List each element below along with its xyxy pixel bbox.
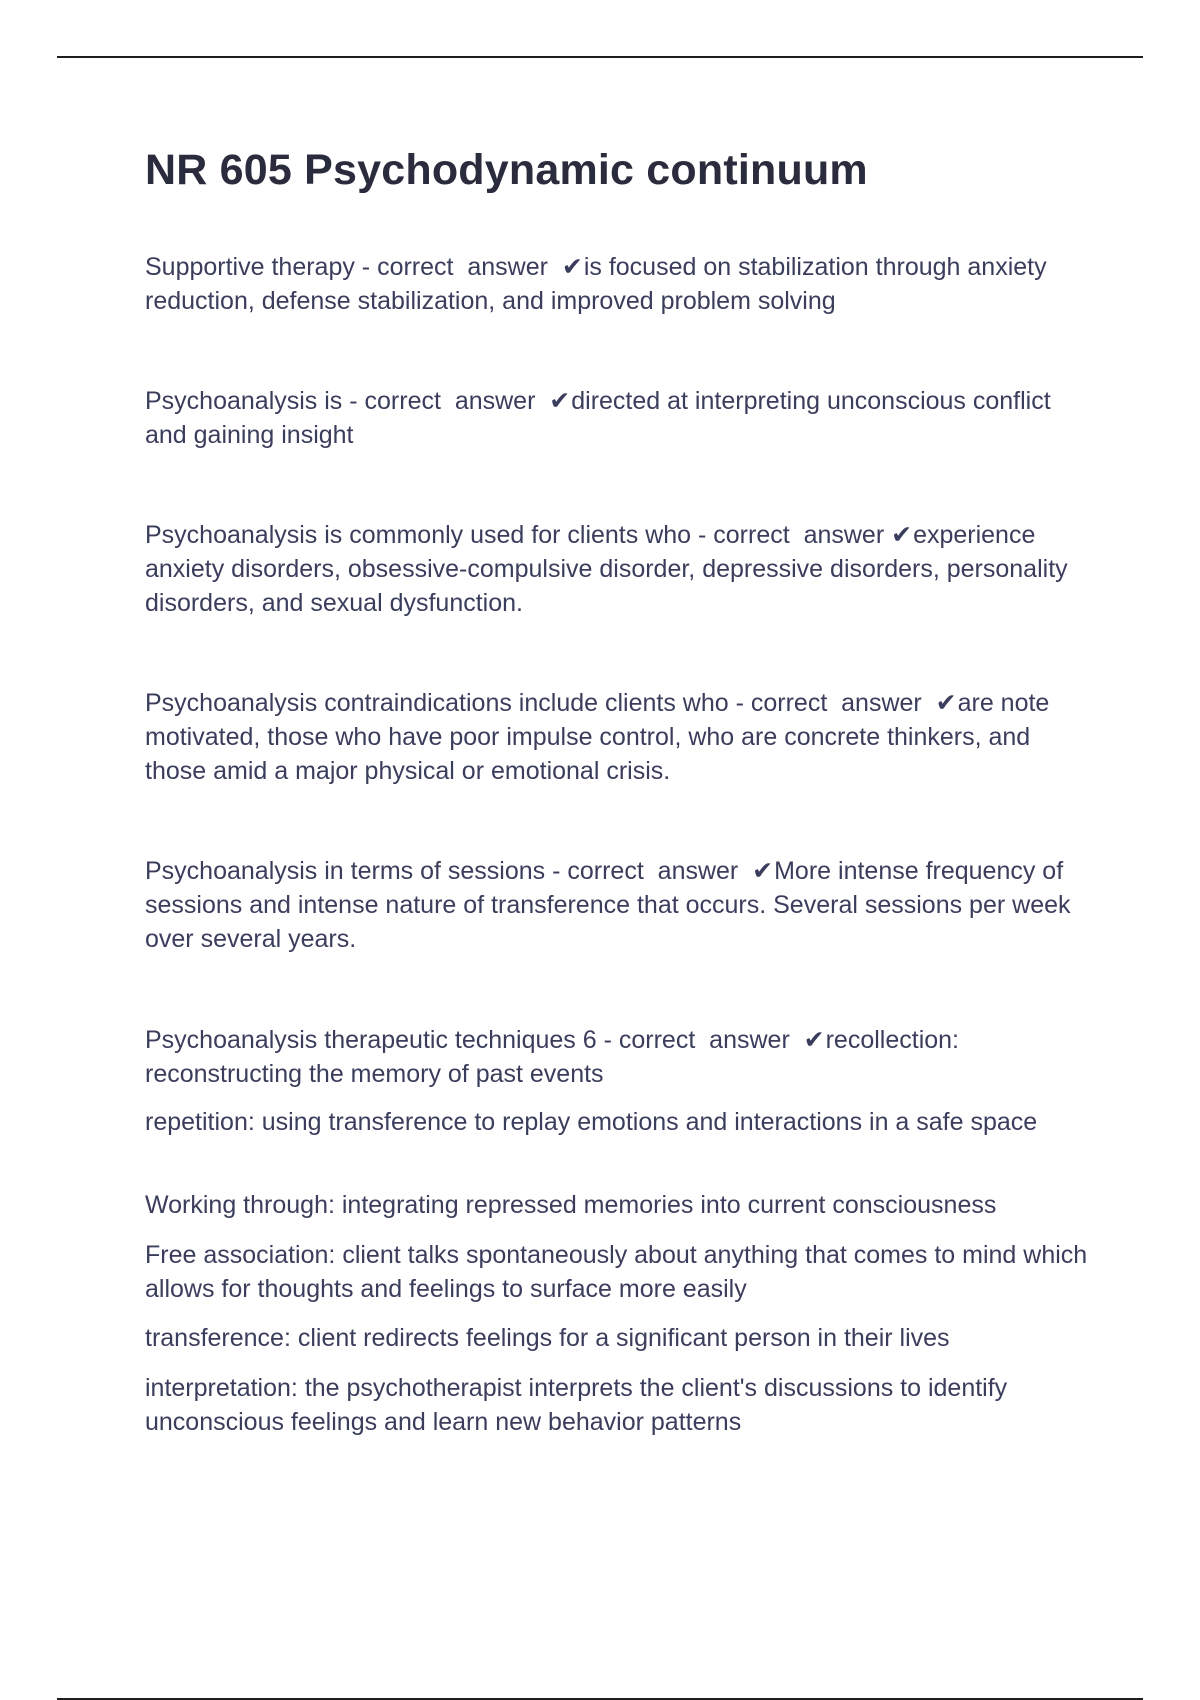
check-icon: ✔ — [891, 521, 913, 549]
check-icon: ✔ — [561, 253, 583, 281]
question-text: Psychoanalysis is commonly used for clients who - correct answer — [145, 521, 892, 549]
check-icon: ✔ — [803, 1026, 825, 1054]
technique-line: interpretation: the psychotherapist interprets the client's discussions to identify unconscious feelings and learn new behavior patterns — [145, 1374, 1008, 1436]
check-icon: ✔ — [549, 387, 571, 415]
qa-entry — [145, 686, 1095, 788]
qa-entry — [145, 518, 1095, 620]
answer-text: are note motivated, those who have poor impulse control, who are concrete thinkers, and those amid a major physical or emotional crisis. — [145, 689, 1050, 785]
check-icon: ✔ — [752, 857, 774, 885]
technique-line: repetition: using transference to replay emotions and interactions in a safe space — [145, 1108, 1038, 1136]
question-text: Psychoanalysis therapeutic techniques 6 - correct answer — [145, 1026, 804, 1054]
question-text: Psychoanalysis contraindications include clients who - correct answer — [145, 689, 936, 717]
technique-line: Free association: client talks spontaneously about anything that comes to mind which allows for thoughts and feelings to surface more easily — [145, 1241, 1088, 1303]
answer-text: is focused on stabilization through anxiety reduction, defense stabilization, and improved problem solving — [145, 253, 1047, 315]
question-text: Psychoanalysis is - correct answer — [145, 387, 550, 415]
technique-line: Working through: integrating repressed memories into current consciousness — [145, 1191, 997, 1219]
page-title: NR 605 Psychodynamic continuum — [145, 146, 868, 194]
check-icon: ✔ — [935, 689, 957, 717]
question-text: Supportive therapy - correct answer — [145, 253, 562, 281]
qa-entry — [145, 384, 1095, 452]
top-rule — [57, 56, 1143, 58]
qa-entry — [145, 250, 1095, 318]
qa-entry — [145, 854, 1095, 956]
answer-text: More intense frequency of sessions and intense nature of transference that occurs. Several sessions per week over several years. — [145, 857, 1071, 953]
question-text: Psychoanalysis in terms of sessions - correct answer — [145, 857, 753, 885]
qa-entry — [145, 1023, 1095, 1091]
technique-line: transference: client redirects feelings for a significant person in their lives — [145, 1324, 950, 1352]
answer-text: experience anxiety disorders, obsessive-compulsive disorder, depressive disorders, personality disorders, and sexual dysfunction. — [145, 521, 1068, 617]
answer-text: recollection: reconstructing the memory of past events — [145, 1026, 960, 1088]
answer-text: directed at interpreting unconscious conflict and gaining insight — [145, 387, 1051, 449]
